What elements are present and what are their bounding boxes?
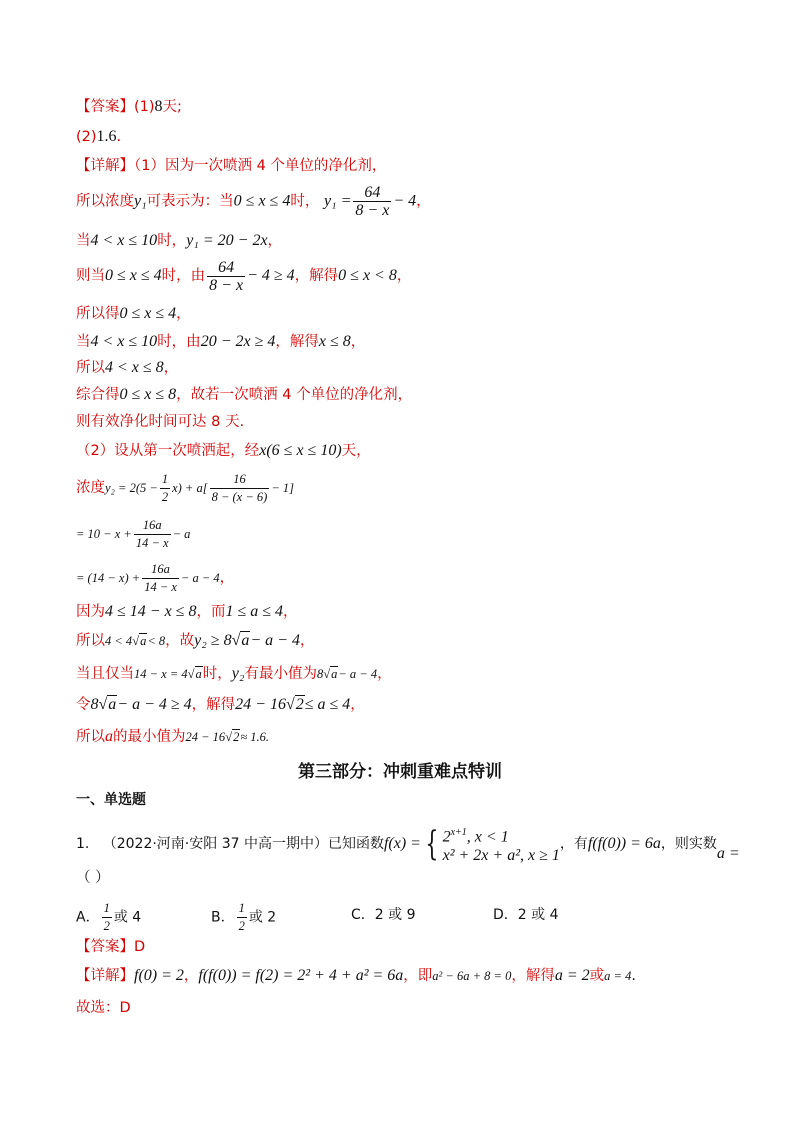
heading-single-choice: 一、单选题 — [76, 792, 146, 808]
answer-line-2: (2)1.6. — [76, 128, 122, 145]
detail-line-eq1: = 10 − x + $\frac{16a}{14 - x}$ − a — [76, 517, 191, 550]
fraction-half: $\frac{1}{2}$ — [103, 901, 110, 933]
conclude: 故选：D — [76, 1000, 131, 1016]
detail-line-case2: 当4 < x ≤ 10时，y₁ = 20 − 2x， — [76, 232, 283, 249]
detail-line-let: 令8√a− a − 4 ≥ 4，解得24 − 16√2≤ a ≤ 4， — [76, 696, 365, 713]
question-paren: （ ） — [76, 870, 110, 886]
answer-q1: 【答案】D — [76, 939, 146, 955]
option-c[interactable]: C．2 或 9 — [351, 907, 416, 923]
fraction: $\frac{64}{8 - x}$ — [209, 258, 244, 294]
answer-label: 【答案】 — [76, 99, 134, 115]
detail-label: 【详解】 — [76, 968, 134, 984]
fraction: $\frac{16}{8 - (x - 6)}$ — [211, 471, 268, 504]
detail-line-combine: 综合得0 ≤ x ≤ 8，故若一次喷洒 4 个单位的净化剂， — [76, 386, 413, 403]
detail-line-solve1: 则当0 ≤ x ≤ 4时，由 $\frac{64}{8 - x}$ − 4 ≥ 4，解得0 ≤ x < 8， — [76, 258, 412, 294]
detail-line-because: 因为4 ≤ 14 − x ≤ 8，而1 ≤ a ≤ 4， — [76, 603, 298, 620]
detail-line-1: 【详解】（1）因为一次喷洒 4 个单位的净化剂， — [76, 158, 387, 174]
answer-line-1: 【答案】(1)8天; — [76, 98, 182, 115]
detail-line-so2: 所以4 < x ≤ 8， — [76, 359, 179, 376]
detail-q1: 【详解】f(0) = 2，f(f(0)) = f(2) = 2² + 4 + a² = 6a，即a² − 6a + 8 = 0，解得a = 2或a = 4. — [76, 967, 636, 984]
piecewise-brace: { — [425, 824, 439, 864]
fraction-half: $\frac{1}{2}$ — [161, 471, 169, 504]
fraction: $\frac{64}{8 - x}$ — [355, 184, 390, 219]
section-title: 第三部分：冲刺重难点特训 — [298, 762, 502, 782]
fraction-half: $\frac{1}{2}$ — [238, 901, 245, 933]
fraction: $\frac{16a}{14 - x}$ — [144, 561, 177, 594]
detail-line-so3: 所以4 < 4√a< 8，故y₂ ≥ 8√a− a − 4， — [76, 632, 315, 649]
detail-line-eq2: = (14 − x) + $\frac{16a}{14 - x}$ − a − 4， — [76, 561, 235, 594]
fraction: $\frac{16a}{14 - x}$ — [135, 517, 169, 550]
option-a[interactable]: A． $\frac{1}{2}$ 或 4 — [76, 901, 142, 933]
detail-line-min: 所以a的最小值为24 − 16√2≈ 1.6. — [76, 728, 270, 745]
y1-symbol: y₁ — [134, 192, 147, 210]
detail-line-part2: （2）设从第一次喷洒起，经x(6 ≤ x ≤ 10)天， — [76, 442, 371, 459]
detail-line-conc: 所以浓度y₁可表示为：当0 ≤ x ≤ 4时， y₁ = $\frac{64}{8 - x}$ − 4， — [76, 184, 431, 219]
detail-line-equal: 当且仅当14 − x = 4√a时，y₂有最小值为8√a− a − 4， — [76, 665, 392, 682]
question-1: 1. （2022·河南·安阳 37 中高一期中）已知函数f(x) = { $2^{x+1}$, x < 1 x² + 2x + a², x ≥ 1 ，有f(f(0)) = 6a，则实数a = — [76, 824, 740, 865]
detail-line-effective: 则有效净化时间可达 8 天. — [76, 414, 245, 430]
detail-line-so1: 所以得0 ≤ x ≤ 4， — [76, 305, 191, 322]
option-d[interactable]: D．2 或 4 — [493, 907, 559, 923]
piecewise-cases: $2^{x+1}$, x < 1 x² + 2x + a², x ≥ 1 — [442, 826, 560, 865]
detail-label: 【详解】 — [76, 158, 134, 174]
detail-line-y2: 浓度y₂ = 2(5 − $\frac{1}{2}$ x) + a[ $\frac{16}{8 - (x - 6)}$ − 1] — [76, 471, 295, 504]
detail-line-solve2: 当4 < x ≤ 10时，由20 − 2x ≥ 4，解得x ≤ 8， — [76, 333, 366, 350]
question-number: 1. — [76, 836, 90, 852]
option-b[interactable]: B． $\frac{1}{2}$ 或 2 — [211, 901, 277, 933]
answer-label: 【答案】 — [76, 939, 134, 955]
